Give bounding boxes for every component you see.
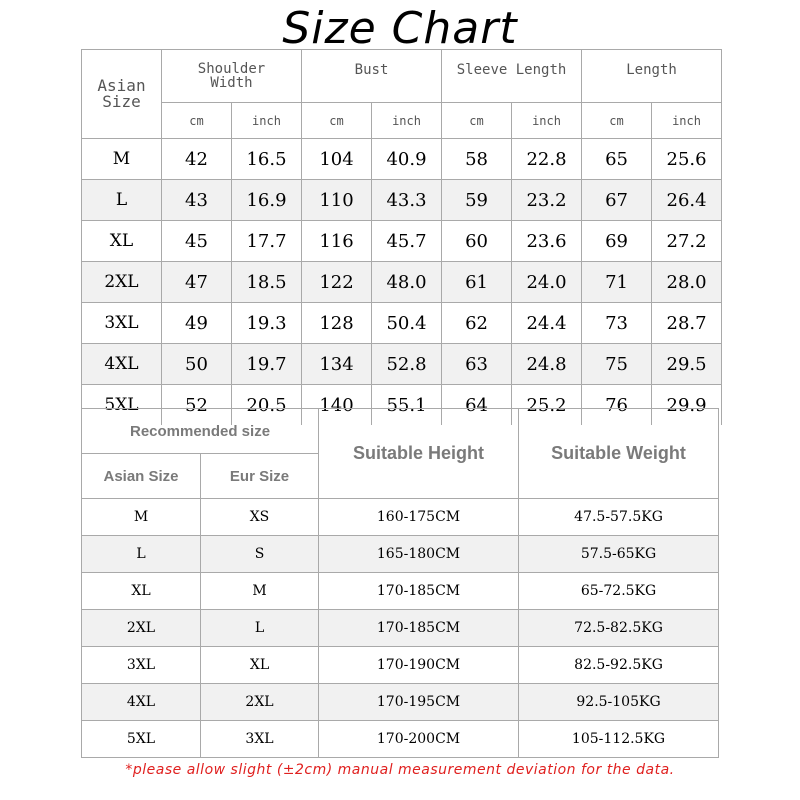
table-row [82, 647, 719, 684]
table-row [82, 721, 719, 758]
value-cell: 49 [162, 303, 232, 344]
eur-cell: M [201, 573, 319, 610]
value-cell: 104 [302, 139, 372, 180]
unit-inch: inch [372, 103, 442, 139]
size-cell: L [82, 180, 162, 221]
value-cell: 67 [582, 180, 652, 221]
value-cell: 71 [582, 262, 652, 303]
value-cell: 23.6 [512, 221, 582, 262]
eur-cell: XL [201, 647, 319, 684]
table-row [82, 536, 719, 573]
value-cell: 69 [582, 221, 652, 262]
value-cell: 45.7 [372, 221, 442, 262]
asian-size-header: Asian Size [82, 50, 162, 139]
table-row [82, 684, 719, 721]
height-cell: 170-185CM [319, 610, 519, 647]
recommended-size-table [81, 408, 719, 758]
height-cell: 170-195CM [319, 684, 519, 721]
eur-cell: 2XL [201, 684, 319, 721]
value-cell: 28.7 [652, 303, 722, 344]
asian-cell: 4XL [82, 684, 201, 721]
asian-cell: XL [82, 573, 201, 610]
value-cell: 43.3 [372, 180, 442, 221]
value-cell: 116 [302, 221, 372, 262]
value-cell: 24.8 [512, 344, 582, 385]
unit-cm: cm [302, 103, 372, 139]
value-cell: 24.4 [512, 303, 582, 344]
value-cell: 16.9 [232, 180, 302, 221]
value-cell: 47 [162, 262, 232, 303]
asian-size-header: Asian Size [82, 454, 201, 499]
asian-cell: L [82, 536, 201, 573]
unit-inch: inch [512, 103, 582, 139]
value-cell: 29.5 [652, 344, 722, 385]
weight-cell: 82.5-92.5KG [519, 647, 719, 684]
value-cell: 19.7 [232, 344, 302, 385]
size-cell: 3XL [82, 303, 162, 344]
table-row [82, 344, 722, 385]
value-cell: 122 [302, 262, 372, 303]
value-cell: 18.5 [232, 262, 302, 303]
value-cell: 75 [582, 344, 652, 385]
eur-cell: S [201, 536, 319, 573]
value-cell: 22.8 [512, 139, 582, 180]
height-cell: 165-180CM [319, 536, 519, 573]
table-row [82, 573, 719, 610]
height-cell: 170-185CM [319, 573, 519, 610]
value-cell: 45 [162, 221, 232, 262]
unit-inch: inch [652, 103, 722, 139]
shoulder-width-header: Shoulder Width [162, 50, 302, 103]
table-row [82, 499, 719, 536]
size-cell: 5XL [82, 385, 162, 426]
value-cell: 43 [162, 180, 232, 221]
value-cell: 27.2 [652, 221, 722, 262]
value-cell: 17.7 [232, 221, 302, 262]
value-cell: 64 [442, 385, 512, 426]
table-row [82, 262, 722, 303]
size-cell: 2XL [82, 262, 162, 303]
asian-cell: 5XL [82, 721, 201, 758]
measurement-note: *please allow slight (±2cm) manual measurement deviation for the data. [125, 762, 675, 778]
weight-cell: 47.5-57.5KG [519, 499, 719, 536]
suitable-weight-header: Suitable Weight [519, 409, 719, 499]
value-cell: 50 [162, 344, 232, 385]
asian-cell: 3XL [82, 647, 201, 684]
value-cell: 63 [442, 344, 512, 385]
table-row [82, 221, 722, 262]
eur-size-header: Eur Size [201, 454, 319, 499]
height-cell: 170-200CM [319, 721, 519, 758]
unit-cm: cm [442, 103, 512, 139]
value-cell: 55.1 [372, 385, 442, 426]
weight-cell: 105-112.5KG [519, 721, 719, 758]
value-cell: 62 [442, 303, 512, 344]
value-cell: 24.0 [512, 262, 582, 303]
size-cell: M [82, 139, 162, 180]
unit-cm: cm [582, 103, 652, 139]
table-row [82, 139, 722, 180]
size-measurement-table [81, 49, 722, 425]
size-cell: 4XL [82, 344, 162, 385]
page-title: Size Chart [282, 3, 518, 54]
sleeve-length-header: Sleeve Length [442, 50, 582, 103]
value-cell: 128 [302, 303, 372, 344]
value-cell: 65 [582, 139, 652, 180]
value-cell: 59 [442, 180, 512, 221]
table-row [82, 303, 722, 344]
value-cell: 28.0 [652, 262, 722, 303]
value-cell: 40.9 [372, 139, 442, 180]
value-cell: 23.2 [512, 180, 582, 221]
height-cell: 170-190CM [319, 647, 519, 684]
table-row [82, 180, 722, 221]
value-cell: 52 [162, 385, 232, 426]
value-cell: 48.0 [372, 262, 442, 303]
table-row [82, 610, 719, 647]
eur-cell: 3XL [201, 721, 319, 758]
value-cell: 73 [582, 303, 652, 344]
recommended-size-header: Recommended size [82, 409, 319, 454]
asian-cell: 2XL [82, 610, 201, 647]
value-cell: 25.2 [512, 385, 582, 426]
suitable-height-header: Suitable Height [319, 409, 519, 499]
value-cell: 42 [162, 139, 232, 180]
value-cell: 52.8 [372, 344, 442, 385]
value-cell: 20.5 [232, 385, 302, 426]
value-cell: 110 [302, 180, 372, 221]
value-cell: 76 [582, 385, 652, 426]
value-cell: 140 [302, 385, 372, 426]
weight-cell: 92.5-105KG [519, 684, 719, 721]
size-cell: XL [82, 221, 162, 262]
value-cell: 50.4 [372, 303, 442, 344]
weight-cell: 72.5-82.5KG [519, 610, 719, 647]
value-cell: 60 [442, 221, 512, 262]
value-cell: 19.3 [232, 303, 302, 344]
value-cell: 61 [442, 262, 512, 303]
weight-cell: 57.5-65KG [519, 536, 719, 573]
eur-cell: L [201, 610, 319, 647]
value-cell: 134 [302, 344, 372, 385]
eur-cell: XS [201, 499, 319, 536]
value-cell: 58 [442, 139, 512, 180]
unit-inch: inch [232, 103, 302, 139]
value-cell: 25.6 [652, 139, 722, 180]
asian-cell: M [82, 499, 201, 536]
length-header: Length [582, 50, 722, 103]
value-cell: 16.5 [232, 139, 302, 180]
unit-cm: cm [162, 103, 232, 139]
value-cell: 26.4 [652, 180, 722, 221]
bust-header: Bust [302, 50, 442, 103]
height-cell: 160-175CM [319, 499, 519, 536]
weight-cell: 65-72.5KG [519, 573, 719, 610]
value-cell: 29.9 [652, 385, 722, 426]
